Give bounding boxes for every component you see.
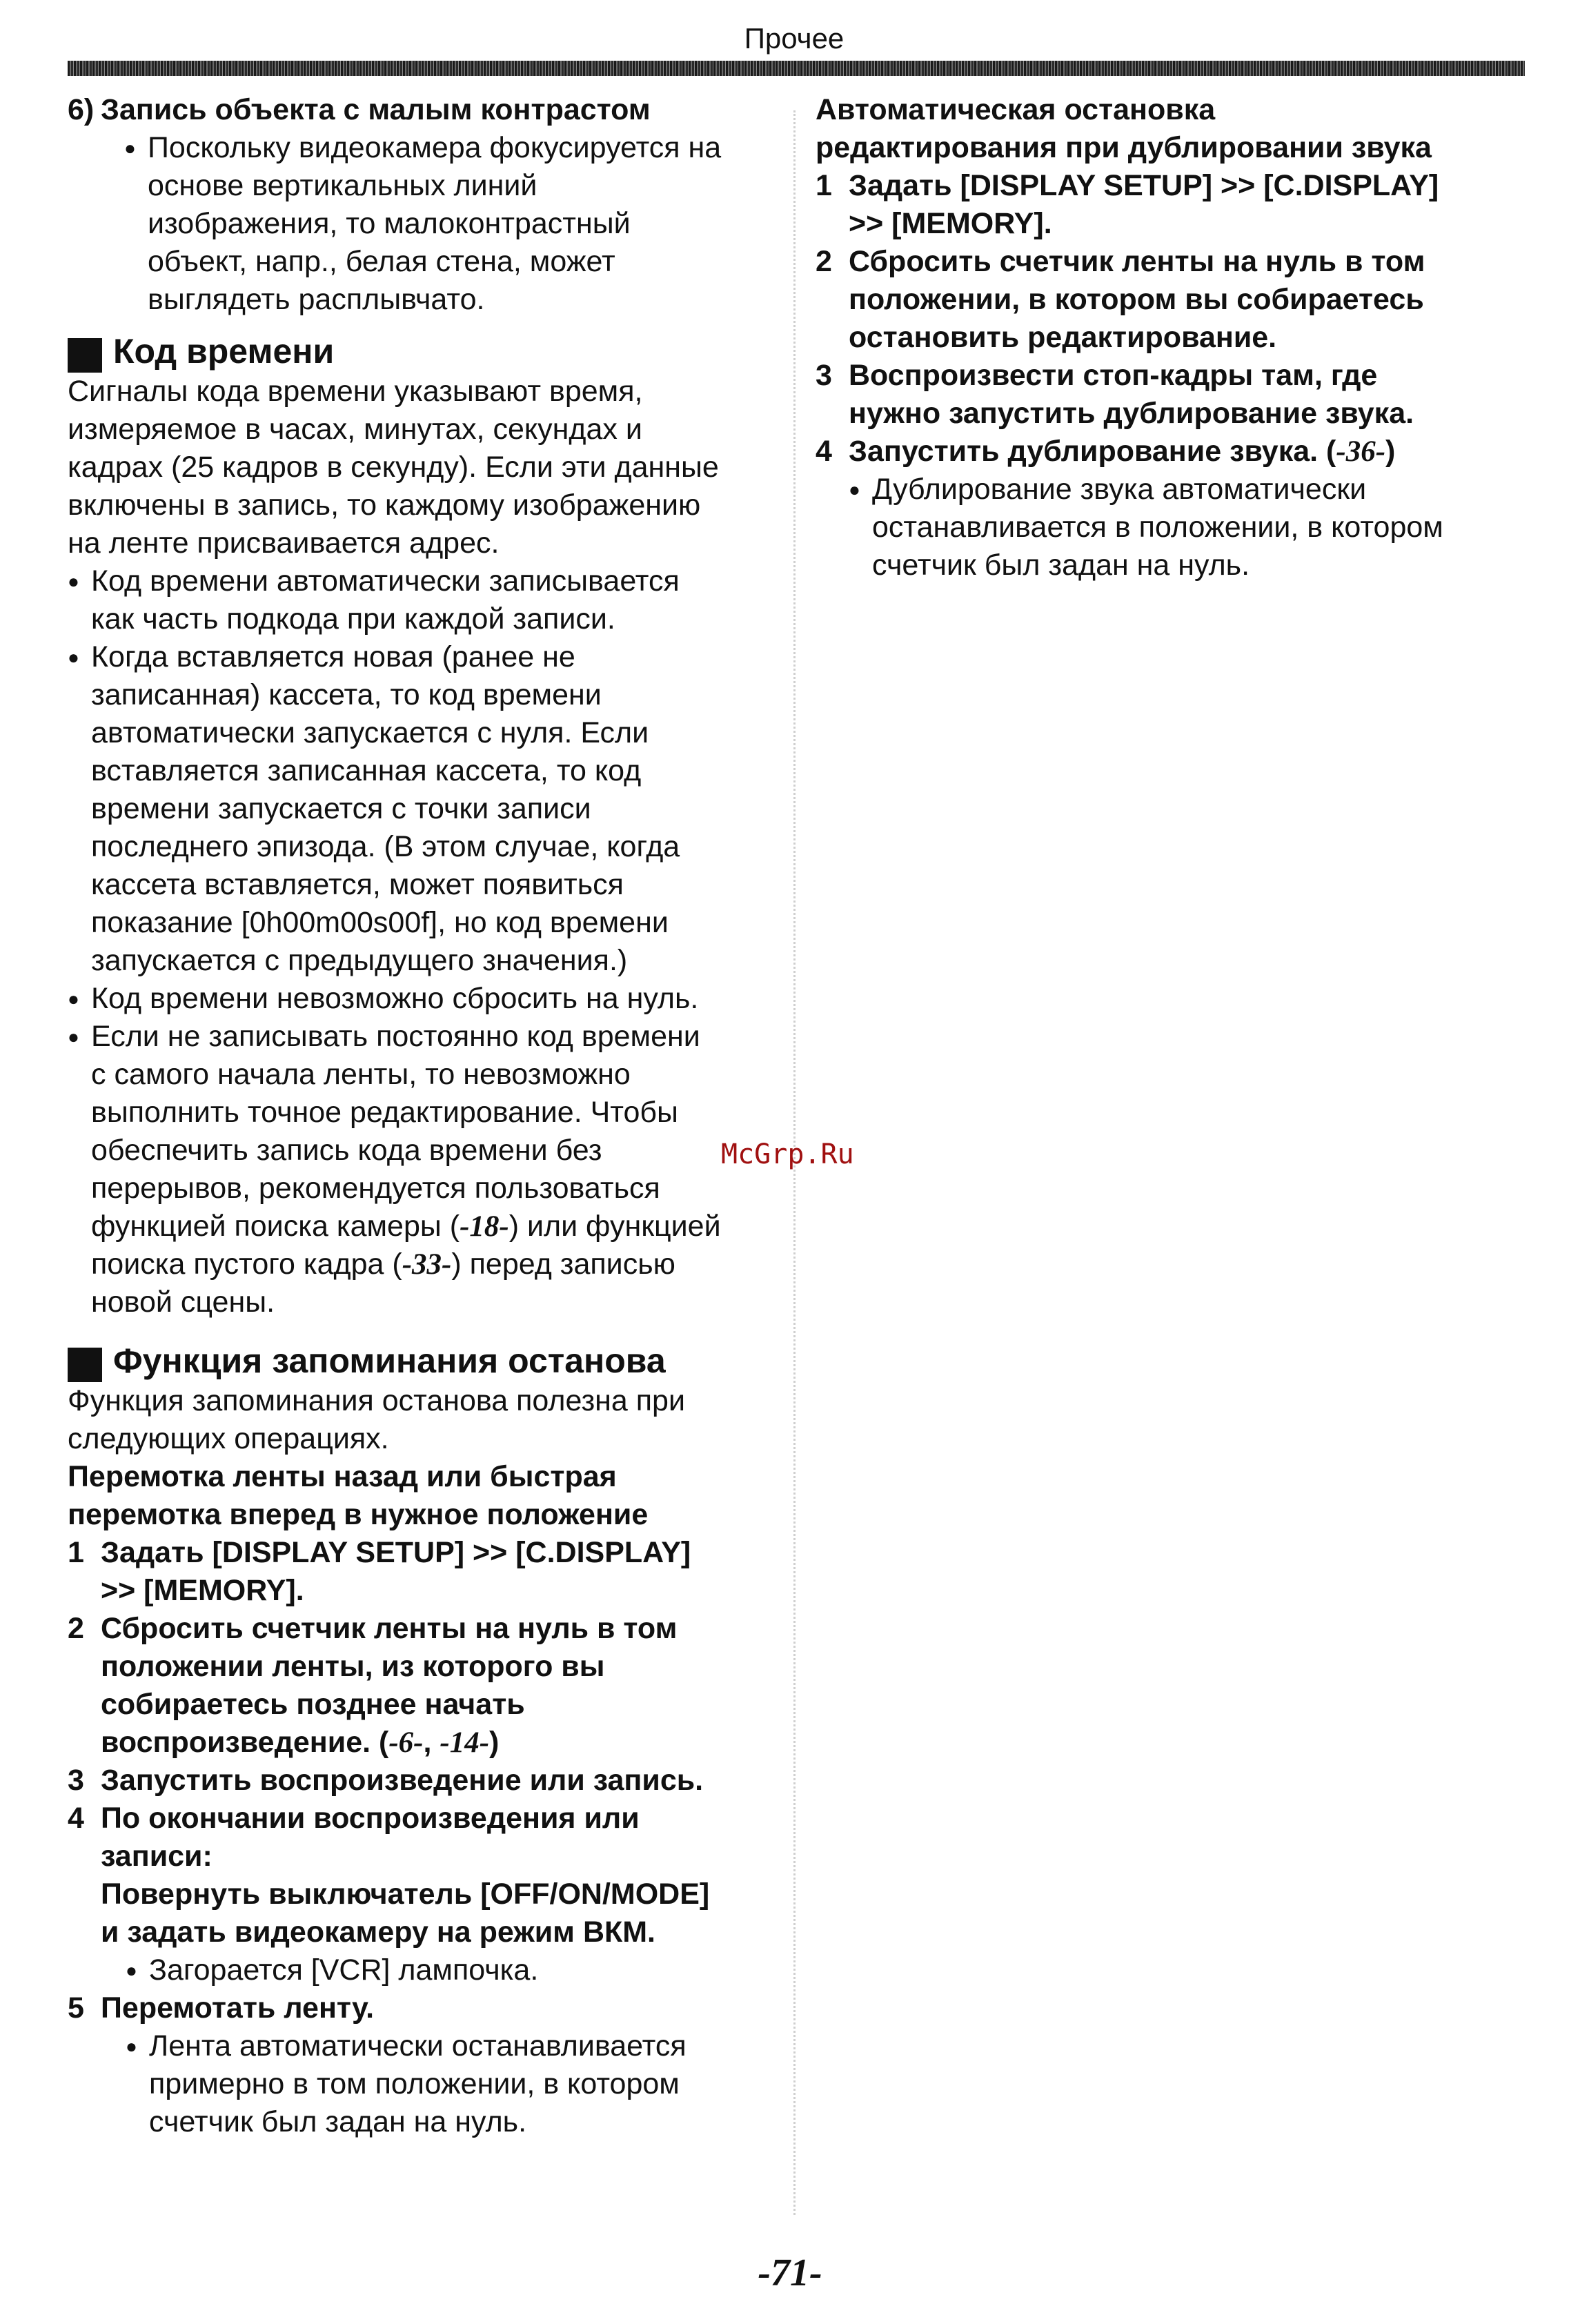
left-column xyxy=(68,91,771,2141)
page-reference: -18- xyxy=(460,1210,509,1243)
page-reference: -33- xyxy=(402,1248,452,1281)
section-title: Прочее xyxy=(744,22,845,55)
page-number: -71- xyxy=(758,2252,822,2294)
list-item: ● Загорается [VCR] лампочка. xyxy=(126,1951,771,1989)
step-2: 2 Сбросить счетчик ленты на нуль в том положении, в котором вы собираетесь остановить редактирование. xyxy=(816,245,1425,354)
header-rule xyxy=(68,61,1525,76)
timecode-intro: Сигналы кода времени указывают время, измеряемое в часах, минутах, секундах и кадрах (25 кадров в секунду). Если эти данные включены в запись, то каждому изображению на ленте присваивается адрес. xyxy=(68,375,719,560)
memory-intro: Функция запоминания останова полезна при следующих операциях. xyxy=(68,1384,685,1455)
step-4-note xyxy=(68,1951,771,1989)
step-2: 2 Сбросить счетчик ленты на нуль в том положении ленты, из которого вы собираетесь позднее начать воспроизведение. (-6-, -14-) xyxy=(68,1612,678,1759)
watermark[interactable]: McGrp.Ru xyxy=(721,1139,854,1170)
step-3: 3 Запустить воспроизведение или запись. xyxy=(68,1764,704,1797)
list-item: ● Поскольку видеокамера фокусируется на основе вертикальных линий изображения, то малоконтрастный объект, напр., белая стена, может выглядеть расплывчато. xyxy=(124,129,771,319)
memory-subheading: Перемотка ленты назад или быстрая перемотка вперед в нужное положение xyxy=(68,1460,649,1531)
page-header xyxy=(0,22,1580,55)
page-reference: -14- xyxy=(440,1726,490,1759)
memory-heading: Функция запоминания останова xyxy=(68,1339,771,1382)
step-5-note xyxy=(68,2027,771,2141)
list-item: ● Код времени автоматически записывается как часть подкода при каждой записи. xyxy=(68,562,771,638)
item-6-title: 6) Запись объекта с малым контрастом xyxy=(68,93,651,126)
step-1: 1 Задать [DISPLAY SETUP] >> [C.DISPLAY] >> [MEMORY]. xyxy=(68,1536,691,1607)
step-3: 3 Воспроизвести стоп-кадры там, где нужно запустить дублирование звука. xyxy=(816,359,1414,430)
timecode-heading: Код времени xyxy=(68,330,771,373)
step-4: 4 По окончании воспроизведения или записи: Повернуть выключатель [OFF/ON/MODE] и задать видеокамеру на режим ВКМ. xyxy=(68,1802,710,1949)
step-4-note xyxy=(816,471,1512,584)
right-column xyxy=(816,91,1512,584)
step-5: 5 Перемотать ленту. xyxy=(68,1991,375,2025)
list-item: ● Лента автоматически останавливается примерно в том положении, в котором счетчик был задан на нуль. xyxy=(126,2027,771,2141)
list-item: ● Когда вставляется новая (ранее не записанная) кассета, то код времени автоматически запускается с нуля. Если вставляется записанная кассета, то код времени запускается с точки записи последнего эпизода. (В этом случае, когда кассета вставляется, может появиться показание [0h00m00s00f], но код времени запускается с предыдущего значения.) xyxy=(68,638,771,980)
step-1: 1 Задать [DISPLAY SETUP] >> [C.DISPLAY] >> [MEMORY]. xyxy=(816,169,1439,240)
audio-dub-subheading: Автоматическая остановка редактирования при дублировании звука xyxy=(816,93,1432,164)
step-4: 4 Запустить дублирование звука. (-36-) xyxy=(816,435,1396,468)
page-reference: -6- xyxy=(388,1726,424,1759)
list-item: ● Код времени невозможно сбросить на нуль. xyxy=(68,980,771,1018)
item-6-body xyxy=(68,129,771,319)
page-reference: -36- xyxy=(1336,435,1386,468)
list-item: ● Если не записывать постоянно код времени с самого начала ленты, то невозможно выполнить точное редактирование. Чтобы обеспечить запись кода времени без перерывов, рекомендуется пользоваться функцией поиска камеры (-18-) или функцией поиска пустого кадра (-33-) перед записью новой сцены. xyxy=(68,1018,771,1321)
list-item: ● Дублирование звука автоматически останавливается в положении, в котором счетчик был задан на нуль. xyxy=(849,471,1512,584)
